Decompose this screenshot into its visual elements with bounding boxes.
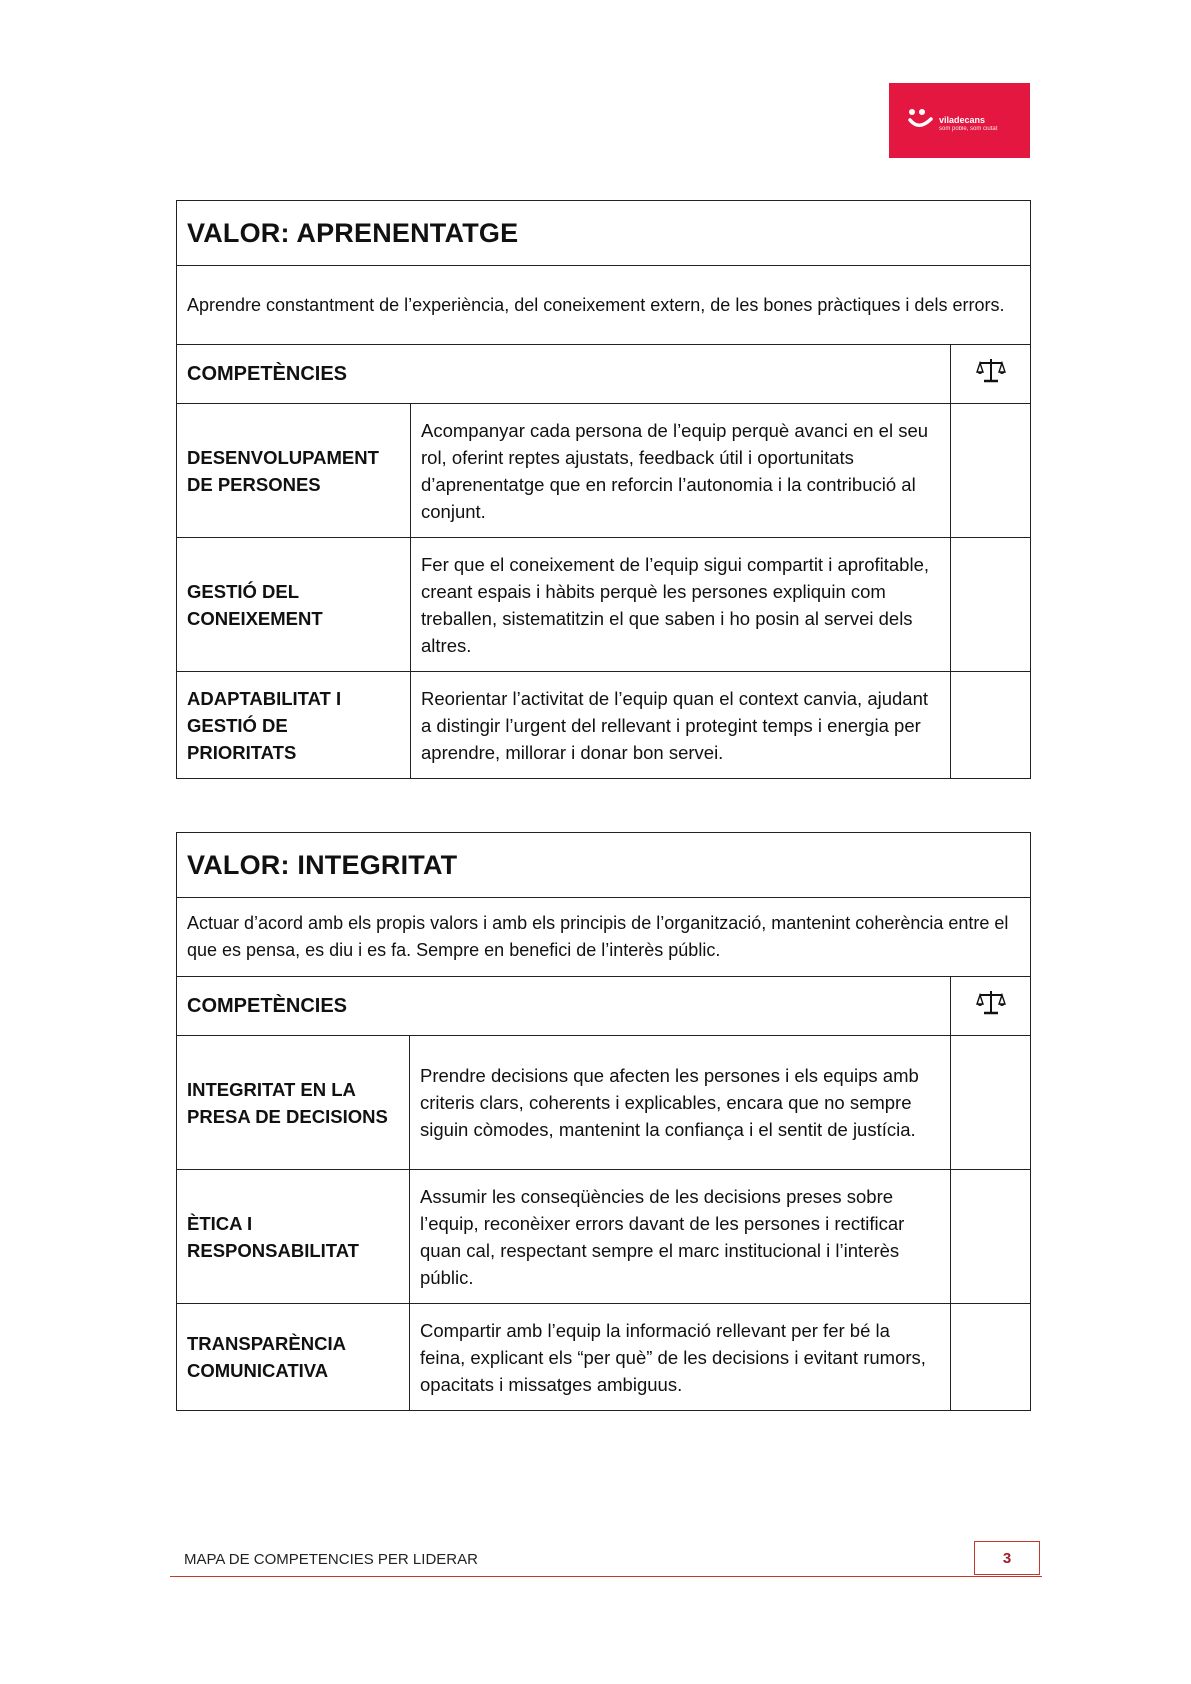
rating-cell[interactable] xyxy=(951,538,1031,672)
competency-name: TRANSPARÈNCIA COMUNICATIVA xyxy=(177,1304,410,1411)
value-title: VALOR: APRENENTATGE xyxy=(177,201,1031,266)
value-table-aprenentatge xyxy=(176,200,1031,779)
value-description: Aprendre constantment de l’experiència, del coneixement extern, de les bones pràctiques i dels errors. xyxy=(177,266,1031,345)
competency-description: Fer que el coneixement de l’equip sigui compartit i aprofitable, creant espais i hàbits perquè les persones expliquin com treballen, sistematitzin el que saben i ho posin al servei dels altres. xyxy=(411,538,951,672)
value-table-integritat xyxy=(176,832,1031,1411)
table-row xyxy=(177,538,1031,672)
table-row xyxy=(177,1036,1031,1170)
competency-description: Acompanyar cada persona de l’equip perquè avanci en el seu rol, oferint reptes ajustats, feedback útil i oportunitats d’aprenentatge que en reforcin l’autonomia i la contribució al conjunt. xyxy=(411,404,951,538)
value-description: Actuar d’acord amb els propis valors i amb els principis de l’organització, mantenint coherència entre el que es pensa, es diu i es fa. Sempre en benefici de l’interès públic. xyxy=(177,898,1031,977)
rating-cell[interactable] xyxy=(951,1304,1031,1411)
logo-name: viladecans xyxy=(939,115,986,125)
page-number: 3 xyxy=(974,1541,1040,1575)
competency-name: ADAPTABILITAT I GESTIÓ DE PRIORITATS xyxy=(177,672,411,779)
competency-name: ÈTICA I RESPONSABILITAT xyxy=(177,1170,410,1304)
rating-cell[interactable] xyxy=(951,1170,1031,1304)
competency-description: Assumir les conseqüències de les decisions preses sobre l’equip, reconèixer errors davant de les persones i rectificar quan cal, respectant sempre el marc institucional i l’interès públic. xyxy=(410,1170,951,1304)
table-row xyxy=(177,1170,1031,1304)
balance-scale-icon xyxy=(976,988,1006,1018)
rating-cell[interactable] xyxy=(951,1036,1031,1170)
rating-cell[interactable] xyxy=(951,404,1031,538)
footer-title: MAPA DE COMPETENCIES PER LIDERAR xyxy=(184,1551,478,1568)
table-row xyxy=(177,672,1031,779)
logo-smile-icon xyxy=(907,107,935,133)
value-title: VALOR: INTEGRITAT xyxy=(177,833,1031,898)
competency-name: GESTIÓ DEL CONEIXEMENT xyxy=(177,538,411,672)
logo-tagline: som poble, som ciutat xyxy=(939,126,998,132)
competency-description: Prendre decisions que afecten les persones i els equips amb criteris clars, coherents i explicables, encara que no sempre siguin còmodes, mantenint la confiança i el sentit de justícia. xyxy=(410,1036,951,1170)
viladecans-logo xyxy=(889,83,1030,158)
competency-name: INTEGRITAT EN LA PRESA DE DECISIONS xyxy=(177,1036,410,1170)
competencies-header: COMPETÈNCIES xyxy=(177,345,951,404)
rating-cell[interactable] xyxy=(951,672,1031,779)
footer-divider xyxy=(170,1576,1042,1577)
competencies-header: COMPETÈNCIES xyxy=(177,977,951,1036)
balance-scale-icon xyxy=(976,356,1006,386)
table-row xyxy=(177,404,1031,538)
competency-description: Reorientar l’activitat de l’equip quan el context canvia, ajudant a distingir l’urgent del rellevant i protegint temps i energia per aprendre, millorar i donar bon servei. xyxy=(411,672,951,779)
competency-description: Compartir amb l’equip la informació rellevant per fer bé la feina, explicant els “per què” de les decisions i evitant rumors, opacitats i missatges ambiguus. xyxy=(410,1304,951,1411)
competency-name: DESENVOLUPAMENT DE PERSONES xyxy=(177,404,411,538)
table-row xyxy=(177,1304,1031,1411)
